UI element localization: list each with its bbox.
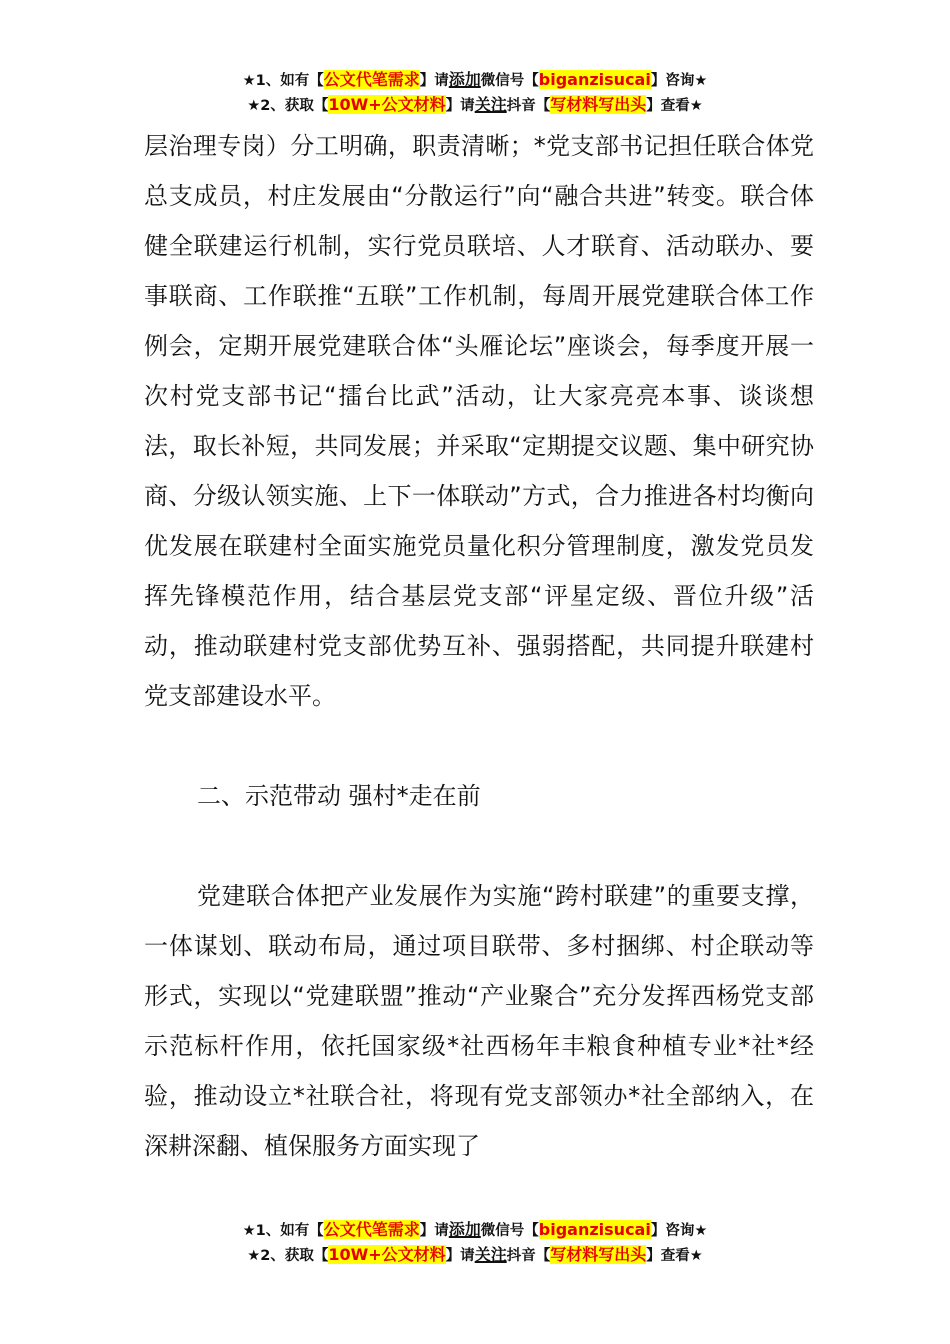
promo-text: 】请: [445, 98, 475, 114]
promo-highlight: 公文代笔需求: [323, 1220, 420, 1239]
promo-text: ★2、获取【: [247, 1248, 329, 1264]
promo-highlight-douyin-id: 写材料写出头: [550, 95, 647, 114]
promo-underlined: 关注: [474, 95, 507, 114]
promo-highlight-douyin-id: 写材料写出头: [550, 1245, 647, 1264]
promo-line-2: [0, 93, 950, 118]
promo-text: 】咨询★: [650, 1223, 708, 1239]
paragraph-gap: [144, 721, 814, 771]
promo-text: 抖音【: [506, 98, 551, 114]
promo-text: 】请: [419, 73, 449, 89]
promo-text: ★1、如有【: [242, 73, 324, 89]
promo-text: 】查看★: [646, 98, 703, 114]
document-body: [144, 121, 814, 1171]
section-heading-2: 二、示范带动 强村*走在前: [197, 782, 481, 810]
promo-text: 抖音【: [506, 1248, 551, 1264]
promo-highlight-wechat-id: biganzisucai: [538, 70, 651, 89]
body-paragraph-1: 层治理专岗）分工明确，职责清晰；*党支部书记担任联合体党总支成员，村庄发展由“分散运行”向“融合共进”转变。联合体健全联建运行机制，实行党员联培、人才联育、活动联办、要事联商、工作联推“五联”工作机制，每周开展党建联合体工作例会，定期开展党建联合体“头雁论坛”座谈会，每季度开展一次村党支部书记“擂台比武”活动，让大家亮亮本事、谈谈想法，取长补短，共同发展；并采取“定期提交议题、集中研究协商、分级认领实施、上下一体联动”方式，合力推进各村均衡向优发展在联建村全面实施党员量化积分管理制度，激发党员发挥先锋模范作用，结合基层党支部“评星定级、晋位升级”活动，推动联建村党支部优势互补、强弱搭配，共同提升联建村党支部建设水平。: [144, 132, 814, 710]
promo-text: ★2、获取【: [247, 98, 329, 114]
footer-promo-banner: [0, 1218, 950, 1268]
promo-text: ★1、如有【: [242, 1223, 324, 1239]
promo-line-1: [0, 68, 950, 93]
promo-highlight-wechat-id: biganzisucai: [538, 1220, 651, 1239]
promo-line-2: [0, 1243, 950, 1268]
body-paragraph-2: 党建联合体把产业发展作为实施“跨村联建”的重要支撑，一体谋划、联动布局，通过项目联带、多村捆绑、村企联动等形式，实现以“党建联盟”推动“产业聚合”充分发挥西杨党支部示范标杆作用，依托国家级*社西杨年丰粮食种植专业*社*经验，推动设立*社联合社，将现有党支部领办*社全部纳入，在深耕深翻、植保服务方面实现了: [144, 882, 814, 1160]
paragraph-gap: [144, 821, 814, 871]
promo-highlight: 10W+公文材料: [328, 95, 446, 114]
promo-underlined: 添加: [448, 70, 481, 89]
header-promo-banner: [0, 68, 950, 118]
promo-line-1: [0, 1218, 950, 1243]
promo-text: 】请: [419, 1223, 449, 1239]
promo-text: 】咨询★: [650, 73, 708, 89]
promo-highlight: 10W+公文材料: [328, 1245, 446, 1264]
promo-text: 微信号【: [480, 73, 539, 89]
promo-highlight: 公文代笔需求: [323, 70, 420, 89]
promo-text: 】查看★: [646, 1248, 703, 1264]
promo-underlined: 关注: [474, 1245, 507, 1264]
promo-underlined: 添加: [448, 1220, 481, 1239]
promo-text: 】请: [445, 1248, 475, 1264]
promo-text: 微信号【: [480, 1223, 539, 1239]
